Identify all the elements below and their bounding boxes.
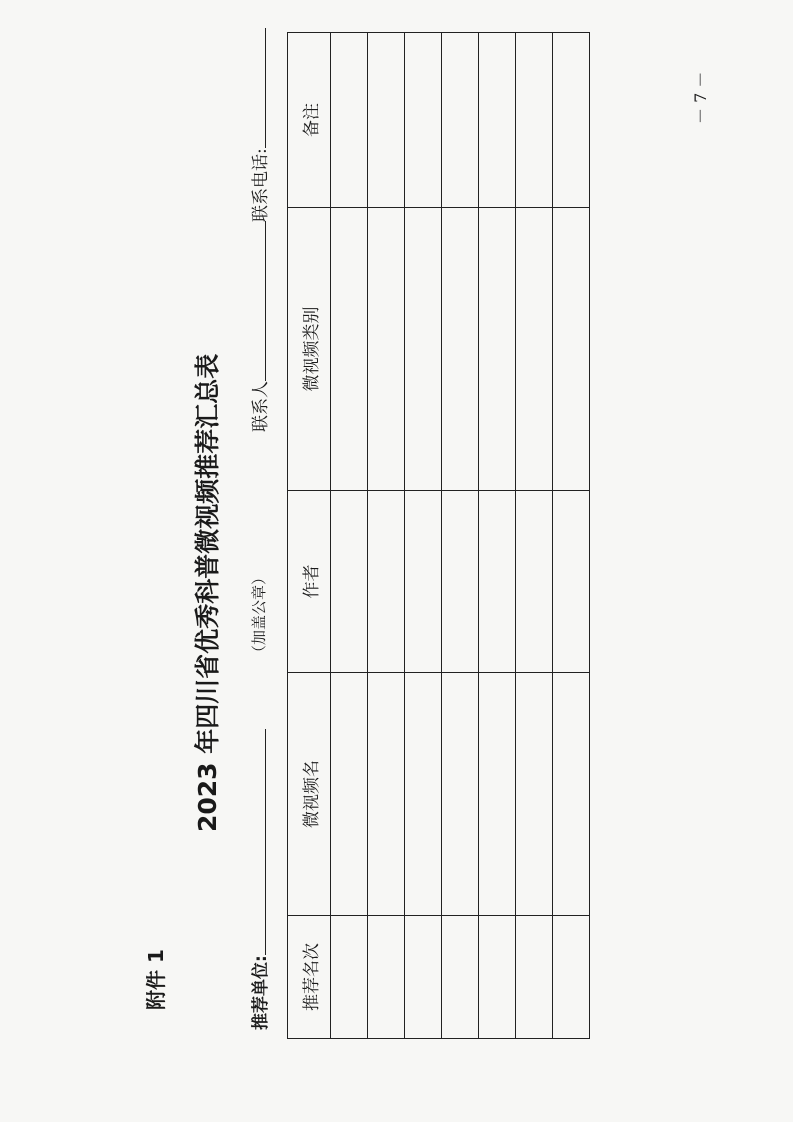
table-cell: [331, 33, 368, 208]
table-cell: [553, 33, 590, 208]
table-header-row: [288, 33, 331, 1039]
page-number: － 7 －: [691, 71, 710, 124]
attachment-label: 附件 1: [144, 949, 168, 1010]
contact-phone-field: [246, 28, 271, 222]
header-author: 作者: [288, 491, 331, 673]
table-cell: [442, 916, 479, 1039]
document-title: 2023 年四川省优秀科普微视频推荐汇总表: [193, 353, 222, 832]
table-cell: [331, 916, 368, 1039]
stamp-note: （加盖公章）: [250, 569, 268, 660]
table-row: [368, 33, 405, 1039]
recommending-unit-label: 推荐单位:: [251, 955, 271, 1030]
table-cell: [516, 491, 553, 673]
header-video-category: 微视频类别: [288, 208, 331, 491]
table-cell: [405, 491, 442, 673]
table-cell: [479, 491, 516, 673]
table-cell: [442, 491, 479, 673]
table-row: [516, 33, 553, 1039]
contact-phone-blank: [249, 28, 266, 148]
table-row: [553, 33, 590, 1039]
table-cell: [479, 916, 516, 1039]
table-cell: [405, 916, 442, 1039]
header-video-name: 微视频名: [288, 673, 331, 916]
table-cell: [442, 673, 479, 916]
table-row: [479, 33, 516, 1039]
recommendation-table: [287, 32, 590, 1039]
table-cell: [553, 208, 590, 491]
table-cell: [368, 916, 405, 1039]
table-cell: [479, 33, 516, 208]
table-cell: [368, 491, 405, 673]
table-cell: [405, 208, 442, 491]
table-cell: [479, 673, 516, 916]
recommending-unit-blank: [249, 729, 266, 955]
table-cell: [368, 33, 405, 208]
contact-person-blank: [249, 221, 266, 381]
table-cell: [331, 208, 368, 491]
table-cell: [479, 208, 516, 491]
table-row: [405, 33, 442, 1039]
table-cell: [405, 33, 442, 208]
table-cell: [405, 673, 442, 916]
table-cell: [331, 673, 368, 916]
table-cell: [516, 673, 553, 916]
table-cell: [516, 33, 553, 208]
table-cell: [368, 208, 405, 491]
table-cell: [331, 491, 368, 673]
table-cell: [553, 673, 590, 916]
contact-phone-label: 联系电话:: [251, 148, 271, 222]
header-remarks: 备注: [288, 33, 331, 208]
recommending-unit-field: [246, 729, 271, 1030]
contact-person-field: [246, 221, 271, 432]
table-row: [331, 33, 368, 1039]
table-cell: [442, 33, 479, 208]
table-row: [442, 33, 479, 1039]
table-cell: [442, 208, 479, 491]
contact-person-label: 联系人: [251, 381, 271, 432]
table-cell: [553, 491, 590, 673]
table-cell: [368, 673, 405, 916]
header-rank: 推荐名次: [288, 916, 331, 1039]
table-cell: [516, 208, 553, 491]
table-cell: [516, 916, 553, 1039]
table-cell: [553, 916, 590, 1039]
